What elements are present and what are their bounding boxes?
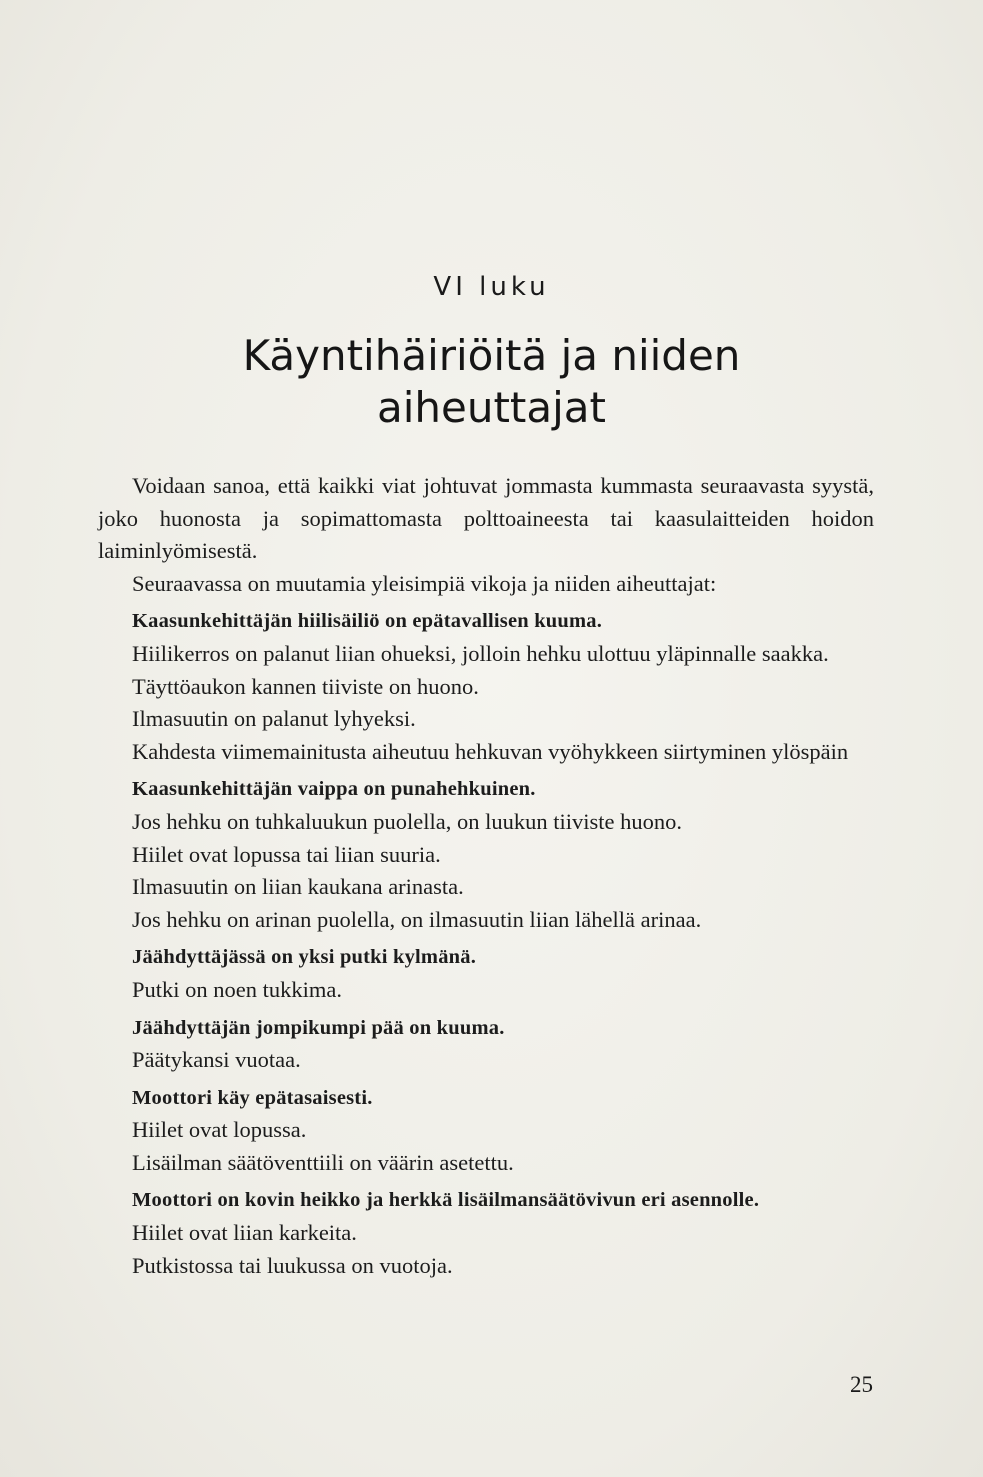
paragraph: Seuraavassa on muutamia yleisimpiä vikoja ja niiden aiheuttajat: xyxy=(132,570,717,596)
chapter-label: VI luku xyxy=(433,272,550,302)
paragraph: Hiilet ovat lopussa tai liian suuria. xyxy=(132,841,441,867)
chapter-title-line-2: aiheuttajat xyxy=(376,383,607,432)
paragraph: Ilmasuutin on palanut lyhyeksi. xyxy=(132,706,416,732)
section-heading: Jäähdyttäjässä on yksi putki kylmänä. xyxy=(132,946,477,969)
section-heading: Jäähdyttäjän jompikumpi pää on kuuma. xyxy=(132,1016,505,1039)
paragraph: Hiilet ovat liian karkeita. xyxy=(132,1220,357,1246)
paragraph: Voidaan sanoa, että kaikki viat johtuvat jommasta kummasta seuraavasta syystä, joko huonosta ja sopimattomasta polttoaineesta tai kaasulaitteiden hoidon laiminlyömisestä. xyxy=(98,473,874,564)
chapter-title xyxy=(0,330,983,434)
section-heading: Moottori on kovin heikko ja herkkä lisäilmansäätövivun eri asennolle. xyxy=(132,1189,760,1212)
paragraph: Hiilet ovat lopussa. xyxy=(132,1117,307,1143)
paragraph: Kahdesta viimemainitusta aiheutuu hehkuvan vyöhykkeen siirtyminen ylöspäin xyxy=(132,738,849,764)
paragraph: Lisäilman säätöventtiili on väärin asetettu. xyxy=(132,1149,514,1175)
paragraph: Täyttöaukon kannen tiiviste on huono. xyxy=(132,673,479,699)
chapter-title-line-1: Käyntihäiriöitä ja niiden xyxy=(242,331,741,380)
paragraph: Putki on noen tukkima. xyxy=(132,976,342,1002)
paragraph: Putkistossa tai luukussa on vuotoja. xyxy=(132,1252,453,1278)
paragraph: Ilmasuutin on liian kaukana arinasta. xyxy=(132,874,464,900)
section-heading: Kaasunkehittäjän vaippa on punahehkuinen. xyxy=(132,778,536,801)
body-text xyxy=(98,470,874,1282)
paragraph: Hiilikerros on palanut liian ohueksi, jolloin hehku ulottuu yläpinnalle saakka. xyxy=(132,640,829,666)
paragraph: Päätykansi vuotaa. xyxy=(132,1047,301,1073)
paragraph: Jos hehku on tuhkaluukun puolella, on luukun tiiviste huono. xyxy=(132,808,682,834)
section-heading: Moottori käy epätasaisesti. xyxy=(132,1086,373,1109)
section-heading: Kaasunkehittäjän hiilisäiliö on epätavallisen kuuma. xyxy=(132,610,603,633)
paragraph: Jos hehku on arinan puolella, on ilmasuutin liian lähellä arinaa. xyxy=(132,906,702,932)
page-number: 25 xyxy=(850,1372,873,1397)
